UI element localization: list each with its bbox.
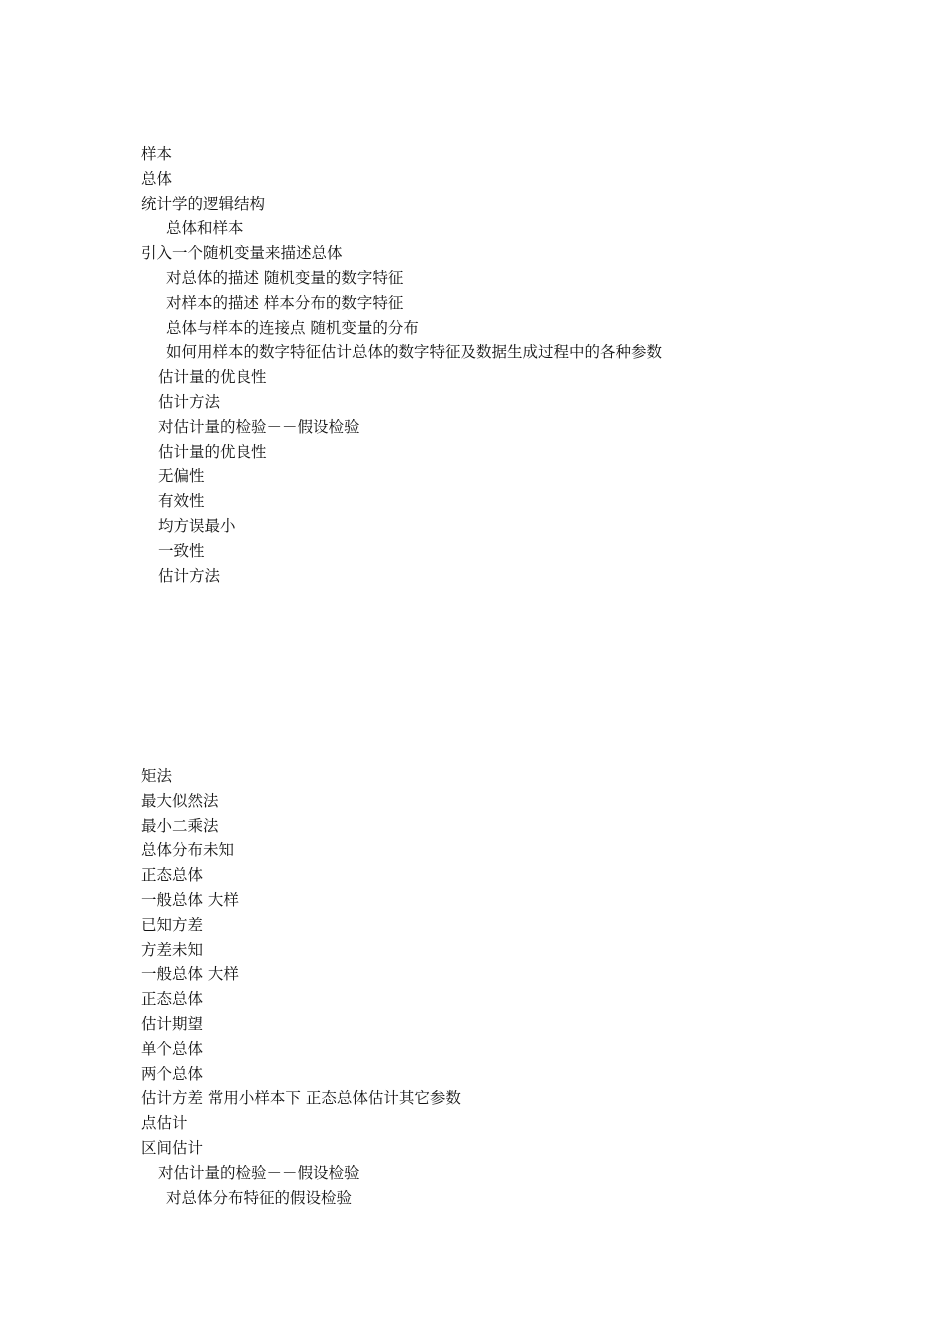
- outline-line: 一致性: [158, 541, 205, 560]
- outline-line: 对估计量的检验－－假设检验: [158, 1163, 360, 1182]
- outline-line: 矩法: [141, 767, 173, 785]
- outline-line: 估计方法: [158, 392, 221, 411]
- outline-line: 总体分布未知: [141, 841, 235, 860]
- outline-line: 如何用样本的数字特征估计总体的数字特征及数据生成过程中的各种参数: [166, 343, 663, 362]
- outline-line: 估计量的优良性: [158, 442, 267, 461]
- outline-line: 均方误最小: [158, 516, 236, 535]
- outline-line: 总体和样本: [166, 219, 244, 238]
- outline-line: 一般总体 大样: [141, 965, 239, 984]
- outline-line: 方差未知: [141, 940, 204, 959]
- outline-line: 总体: [141, 169, 173, 188]
- outline-line: 正态总体: [141, 866, 204, 885]
- outline-line: 样本: [141, 145, 173, 163]
- outline-section-bottom: [141, 764, 461, 1210]
- outline-line: 一般总体 大样: [141, 890, 239, 909]
- outline-line: 对总体分布特征的假设检验: [166, 1188, 353, 1207]
- outline-line: 估计方法: [158, 566, 221, 585]
- outline-line: 正态总体: [141, 990, 204, 1009]
- outline-line: 对总体的描述 随机变量的数字特征: [166, 268, 404, 287]
- outline-line: 估计方差 常用小样本下 正态总体估计其它参数: [141, 1089, 461, 1108]
- outline-line: 区间估计: [141, 1138, 204, 1157]
- outline-line: 点估计: [141, 1114, 188, 1133]
- outline-line: 对估计量的检验－－假设检验: [158, 417, 360, 436]
- outline-line: 有效性: [158, 492, 205, 511]
- outline-line: 最小二乘法: [141, 816, 219, 835]
- outline-line: 估计量的优良性: [158, 368, 267, 387]
- outline-line: 估计期望: [141, 1014, 204, 1033]
- outline-line: 引入一个随机变量来描述总体: [141, 244, 343, 263]
- outline-section-top: [141, 142, 662, 588]
- outline-line: 对样本的描述 样本分布的数字特征: [166, 293, 404, 312]
- outline-line: 最大似然法: [141, 791, 219, 810]
- outline-line: 已知方差: [141, 915, 204, 934]
- outline-line: 统计学的逻辑结构: [141, 194, 266, 213]
- outline-line: 两个总体: [141, 1064, 204, 1083]
- outline-line: 总体与样本的连接点 随机变量的分布: [166, 318, 419, 337]
- outline-line: 单个总体: [141, 1039, 204, 1058]
- outline-line: 无偏性: [158, 467, 205, 486]
